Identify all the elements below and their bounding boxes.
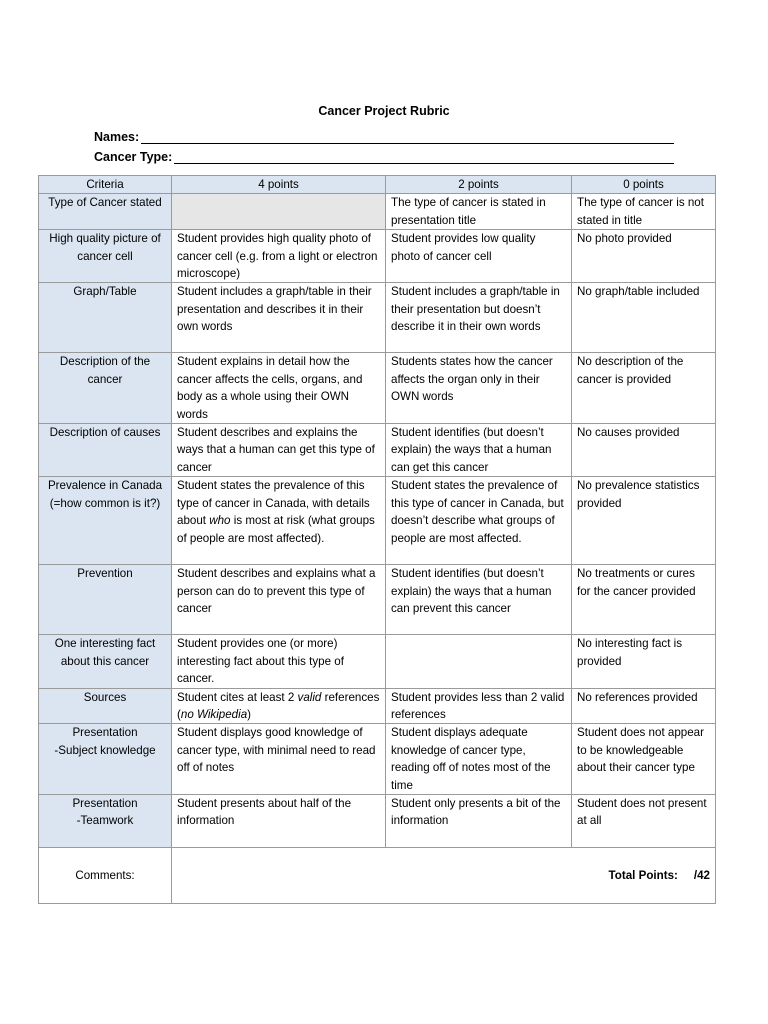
table-row [39, 230, 716, 283]
points-0-cell: Student does not appear to be knowledgeable about their cancer type [572, 724, 716, 795]
points-4-cell [172, 194, 386, 230]
table-header-row [39, 176, 716, 194]
cancer-type-field [94, 146, 674, 164]
points-4-cell: Student provides high quality photo of cancer cell (e.g. from a light or electron microscope) [172, 230, 386, 283]
criteria-line: Presentation [72, 726, 138, 740]
total-points-cell [172, 847, 716, 903]
points-2-cell: Student includes a graph/table in their presentation but doesn’t describe it in their own words [386, 283, 572, 353]
header-0-points: 0 points [572, 176, 716, 194]
points-4-cell: Student displays good knowledge of cancer type, with minimal need to read off of notes [172, 724, 386, 795]
criteria-line: Presentation [72, 796, 138, 810]
names-label: Names: [94, 130, 140, 144]
points-4-emphasis: valid [297, 690, 322, 704]
points-4-text-part: references ( [177, 690, 380, 721]
points-0-cell: No photo provided [572, 230, 716, 283]
criteria-cell: Prevalence in Canada (=how common is it?) [39, 477, 172, 565]
points-0-cell: No description of the cancer is provided [572, 353, 716, 424]
points-4-emphasis: no Wikipedia [180, 707, 248, 721]
criteria-cell [39, 724, 172, 795]
points-0-cell: No references provided [572, 688, 716, 724]
points-2-cell [386, 635, 572, 688]
cancer-type-label: Cancer Type: [94, 150, 173, 164]
header-criteria: Criteria [39, 176, 172, 194]
table-row [39, 794, 716, 847]
points-4-text-part: is most at risk (what groups of people are most affected). [177, 514, 375, 545]
points-4-cell: Student presents about half of the information [172, 794, 386, 847]
points-0-cell: The type of cancer is not stated in title [572, 194, 716, 230]
criteria-cell: Description of the cancer [39, 353, 172, 424]
points-4-cell: Student includes a graph/table in their presentation and describes it in their own words [172, 283, 386, 353]
header-4-points: 4 points [172, 176, 386, 194]
criteria-cell: Description of causes [39, 424, 172, 477]
names-blank-line [141, 130, 674, 144]
points-4-cell: Student describes and explains the ways that a human can get this type of cancer [172, 424, 386, 477]
comments-row [39, 847, 716, 903]
points-2-cell: Student provides less than 2 valid references [386, 688, 572, 724]
points-4-cell: Student describes and explains what a person can do to prevent this type of cancer [172, 565, 386, 635]
points-0-cell: No prevalence statistics provided [572, 477, 716, 565]
points-2-cell: Student only presents a bit of the information [386, 794, 572, 847]
criteria-cell: Graph/Table [39, 283, 172, 353]
points-0-cell: No causes provided [572, 424, 716, 477]
points-4-text-part: ) [247, 707, 252, 721]
table-row [39, 424, 716, 477]
criteria-cell: High quality picture of cancer cell [39, 230, 172, 283]
points-4-text-part: Student states the prevalence of this type of cancer in Canada, with details about [177, 479, 370, 528]
points-2-cell: Student identifies (but doesn’t explain) the ways that a human can prevent this cancer [386, 565, 572, 635]
points-2-cell: Student displays adequate knowledge of cancer type, reading off of notes most of the time [386, 724, 572, 795]
points-4-cell [172, 688, 386, 724]
points-0-cell: No graph/table included [572, 283, 716, 353]
table-row [39, 353, 716, 424]
table-row [39, 283, 716, 353]
points-4-text-part: Student cites at least 2 [177, 690, 298, 704]
criteria-cell: Prevention [39, 565, 172, 635]
criteria-cell: Type of Cancer stated [39, 194, 172, 230]
points-0-cell: Student does not present at all [572, 794, 716, 847]
points-0-cell: No treatments or cures for the cancer provided [572, 565, 716, 635]
table-row [39, 724, 716, 795]
criteria-cell: Sources [39, 688, 172, 724]
comments-label: Comments: [39, 847, 172, 903]
criteria-line: -Teamwork [76, 814, 134, 828]
points-4-cell: Student explains in detail how the cancer affects the cells, organs, and body as a whole using their OWN words [172, 353, 386, 424]
table-row [39, 688, 716, 724]
criteria-cell: One interesting fact about this cancer [39, 635, 172, 688]
table-row [39, 635, 716, 688]
total-points-label: Total Points: [608, 868, 678, 882]
points-2-cell: Student provides low quality photo of cancer cell [386, 230, 572, 283]
points-4-cell [172, 477, 386, 565]
points-4-cell: Student provides one (or more) interesting fact about this type of cancer. [172, 635, 386, 688]
header-2-points: 2 points [386, 176, 572, 194]
total-points-value: /42 [693, 868, 710, 882]
table-row [39, 194, 716, 230]
criteria-cell [39, 794, 172, 847]
criteria-line: -Subject knowledge [54, 743, 156, 757]
cancer-type-blank-line [174, 150, 674, 164]
points-0-cell: No interesting fact is provided [572, 635, 716, 688]
points-4-emphasis: who [209, 514, 231, 528]
table-row [39, 477, 716, 565]
names-field [94, 126, 674, 144]
table-row [39, 565, 716, 635]
rubric-table [38, 175, 716, 904]
points-2-cell: The type of cancer is stated in presentation title [386, 194, 572, 230]
points-2-cell: Students states how the cancer affects the organ only in their OWN words [386, 353, 572, 424]
document-title: Cancer Project Rubric [318, 104, 450, 118]
points-2-cell: Student identifies (but doesn’t explain) the ways that a human can get this cancer [386, 424, 572, 477]
points-2-cell: Student states the prevalence of this type of cancer in Canada, but doesn’t describe what groups of people are most affected. [386, 477, 572, 565]
